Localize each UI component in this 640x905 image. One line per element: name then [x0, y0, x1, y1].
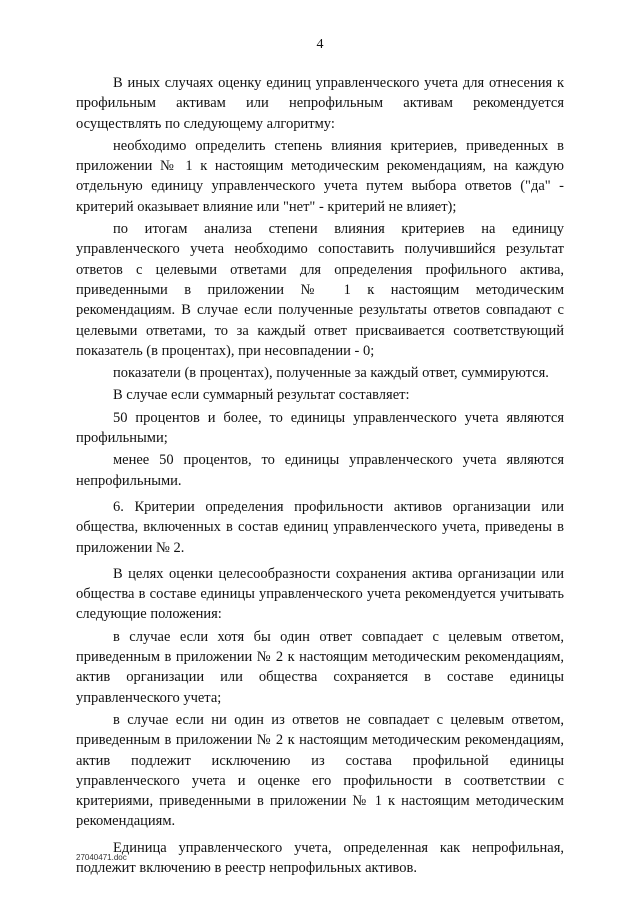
paragraph-less-than-fifty: менее 50 процентов, то единицы управленческого учета являются непрофильными. [76, 452, 564, 489]
paragraph-excluded-case: в случае если ни один из ответов не совпадает с целевым ответом, приведенным в приложении № 2 к настоящим методическим рекомендациям, актив подлежит исключению из состава профильной единицы управленческого учета и оценке его профильности в соответствии с критериями, приведенными в приложении № 1 к настоящим методическим рекомендациям. [76, 711, 564, 830]
paragraph-retention-assessment: В целях оценки целесообразности сохранения актива организации или общества в составе единицы управленческого учета рекомендуется учитывать следующие положения: [76, 565, 564, 623]
page-number: 4 [316, 37, 324, 52]
document-file-id: 27040471.doc [76, 853, 127, 862]
document-body [76, 73, 564, 880]
paragraph-compare-answers: по итогам анализа степени влияния критериев на единицу управленческого учета необходимо сопоставить получившийся результат ответов с целевыми ответами для определения профильного актива, приведенными в приложении № 1 к настоящим методическим рекомендациям. В случае если полученные результаты ответов совпадают с целевыми ответами, то за каждый ответ присваивается соответствующий показатель (в процентах), при несовпадении - 0; [76, 221, 564, 359]
paragraph-non-core-registry: Единица управленческого учета, определенная как непрофильная, подлежит включению в реестр непрофильных активов. [76, 839, 564, 876]
paragraph-fifty-or-more: 50 процентов и более, то единицы управленческого учета являются профильными; [76, 409, 564, 447]
paragraph-sum-indicators: показатели (в процентах), полученные за каждый ответ, суммируются. [113, 365, 549, 382]
paragraph-total-result: В случае если суммарный результат составляет: [113, 387, 410, 404]
paragraph-section-6: 6. Критерии определения профильности активов организации или общества, включенных в состав единиц управленческого учета, приведены в приложении № 2. [76, 498, 564, 556]
paragraph-algorithm-intro: В иных случаях оценку единиц управленческого учета для отнесения к профильным активам или непрофильным активам рекомендуется осуществлять по следующему алгоритму: [76, 75, 564, 132]
paragraph-criteria-influence: необходимо определить степень влияния критериев, приведенных в приложении № 1 к настоящим методическим рекомендациям, на каждую отдельную единицу управленческого учета путем выбора ответов ("да" - критерий оказывает влияние или "нет" - критерий не влияет); [76, 137, 564, 215]
paragraph-retained-case: в случае если хотя бы один ответ совпадает с целевым ответом, приведенным в приложении № 2 к настоящим методическим рекомендациям, актив организации или общества сохраняется в составе единицы управленческого учета; [76, 628, 564, 706]
